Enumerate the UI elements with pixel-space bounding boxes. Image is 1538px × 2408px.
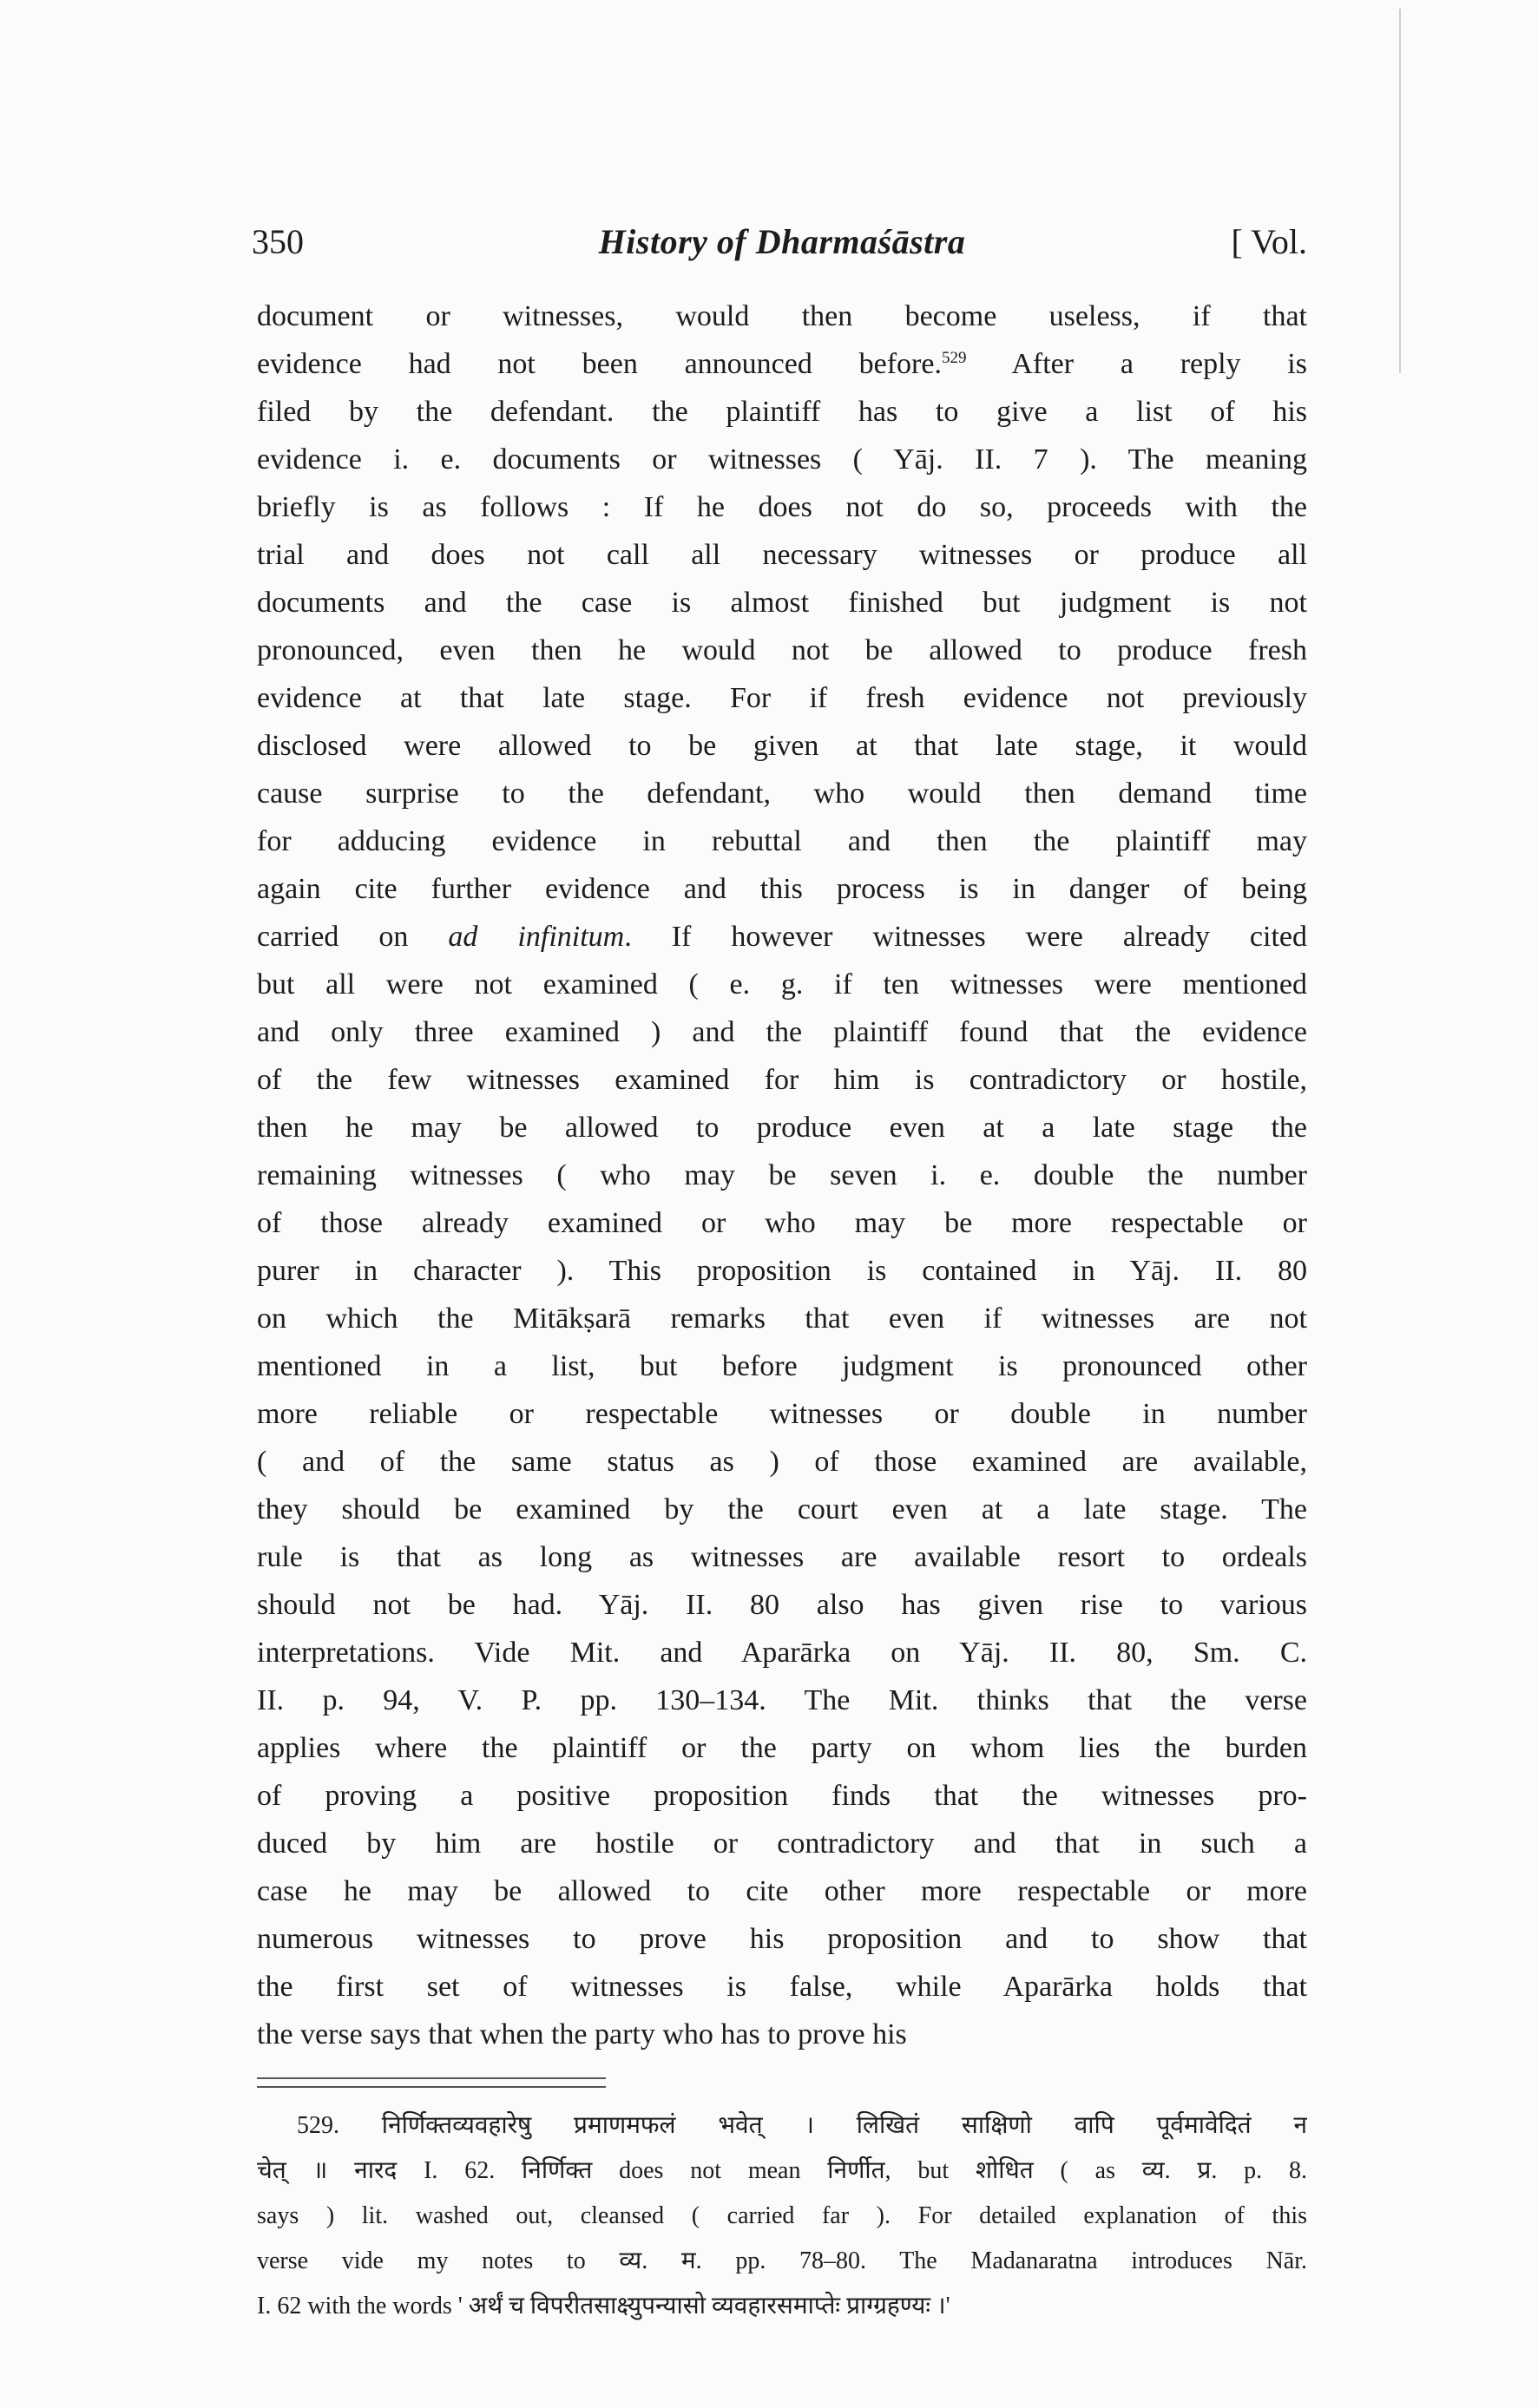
page-number: 350 — [252, 222, 304, 261]
body-line: on which the Mitākṣarā remarks that even if witnesses are not — [257, 1302, 1307, 1335]
body-line: of the few witnesses examined for him is contradictory or hostile, — [257, 1064, 1307, 1096]
footnote-line: I. 62 with the words ' अर्थं च विपरीतसाक्ष्युपन्यासो व्यवहारसमाप्तेः प्राग्ग्रहण्यः ।' — [257, 2293, 950, 2319]
body-line: numerous witnesses to prove his proposition and to show that — [257, 1923, 1307, 1955]
body-line: then he may be allowed to produce even at a late stage the — [257, 1112, 1307, 1144]
body-line: interpretations. Vide Mit. and Aparārka on Yāj. II. 80, Sm. C. — [257, 1637, 1307, 1669]
body-line: ( and of the same status as ) of those examined are available, — [257, 1446, 1307, 1478]
footnote-marker[interactable]: 529 — [941, 349, 967, 367]
body-line: duced by him are hostile or contradictory and that in such a — [257, 1827, 1307, 1860]
body-line: remaining witnesses ( who may be seven i. e. double the number — [257, 1159, 1307, 1191]
body-line: disclosed were allowed to be given at that late stage, it would — [257, 730, 1307, 762]
body-line: of those already examined or who may be more respectable or — [257, 1207, 1307, 1239]
body-line: document or witnesses, would then become useless, if that — [257, 300, 1307, 332]
footnote-line: says ) lit. washed out, cleansed ( carried far ). For detailed explanation of this — [257, 2202, 1307, 2229]
body-line: but all were not examined ( e. g. if ten witnesses were mentioned — [257, 968, 1307, 1001]
body-text — [257, 292, 1307, 2058]
body-line: more reliable or respectable witnesses or double in number — [257, 1398, 1307, 1430]
footnote-line: 529. निर्णिक्तव्यवहारेषु प्रमाणमफलं भवेत् । लिखितं साक्षिणो वापि पूर्वमावेदितं न — [297, 2112, 1307, 2139]
body-line: evidence had not been announced before.$^{529}$ After a reply is — [257, 348, 1307, 380]
footnotes — [257, 2103, 1307, 2329]
body-line: evidence i. e. documents or witnesses ( Yāj. II. 7 ). The meaning — [257, 443, 1307, 476]
volume-mark: [ Vol. — [1231, 222, 1307, 261]
book-page — [252, 221, 1307, 2329]
running-header — [252, 221, 1307, 265]
running-title: History of Dharmaśāstra — [598, 222, 966, 261]
body-line: trial and does not call all necessary witnesses or produce all — [257, 539, 1307, 571]
body-line: filed by the defendant. the plaintiff has to give a list of his — [257, 396, 1307, 428]
body-line: rule is that as long as witnesses are available resort to ordeals — [257, 1541, 1307, 1573]
body-line: evidence at that late stage. For if fresh evidence not previously — [257, 682, 1307, 714]
body-line: the first set of witnesses is false, while Aparārka holds that — [257, 1971, 1307, 2003]
latin-phrase: ad infinitum — [448, 921, 625, 953]
body-line: should not be had. Yāj. II. 80 also has given rise to various — [257, 1589, 1307, 1621]
body-line: applies where the plaintiff or the party on whom lies the burden — [257, 1732, 1307, 1764]
body-line: briefly is as follows : If he does not do so, proceeds with the — [257, 491, 1307, 523]
body-line: and only three examined ) and the plaintiff found that the evidence — [257, 1016, 1307, 1048]
body-line: they should be examined by the court even at a late stage. The — [257, 1493, 1307, 1526]
body-line: mentioned in a list, but before judgment is pronounced other — [257, 1350, 1307, 1382]
body-line: again cite further evidence and this process is in danger of being — [257, 873, 1307, 905]
footnote-line: verse vide my notes to व्य. म. pp. 78–80. The Madanaratna introduces Nār. — [257, 2247, 1307, 2274]
body-line: purer in character ). This proposition is contained in Yāj. II. 80 — [257, 1255, 1307, 1287]
scan-edge-line — [1399, 9, 1401, 373]
body-line: case he may be allowed to cite other more respectable or more — [257, 1875, 1307, 1907]
body-line: the verse says that when the party who has to prove his — [257, 2018, 907, 2050]
body-line: carried on ad infinitum. If however witnesses were already cited — [257, 921, 1307, 953]
footnote-line: चेत् ॥ नारद I. 62. निर्णिक्त does not mean निर्णीत, but शोधित ( as व्य. प्र. p. 8. — [257, 2157, 1307, 2184]
body-line: of proving a positive proposition finds that the witnesses pro- — [257, 1780, 1307, 1812]
body-line: for adducing evidence in rebuttal and then the plaintiff may — [257, 825, 1307, 857]
body-line: cause surprise to the defendant, who would then demand time — [257, 778, 1307, 810]
footnote-divider — [257, 2077, 606, 2088]
body-line: documents and the case is almost finished but judgment is not — [257, 587, 1307, 619]
body-line: pronounced, even then he would not be allowed to produce fresh — [257, 634, 1307, 666]
body-line: II. p. 94, V. P. pp. 130–134. The Mit. thinks that the verse — [257, 1684, 1307, 1716]
